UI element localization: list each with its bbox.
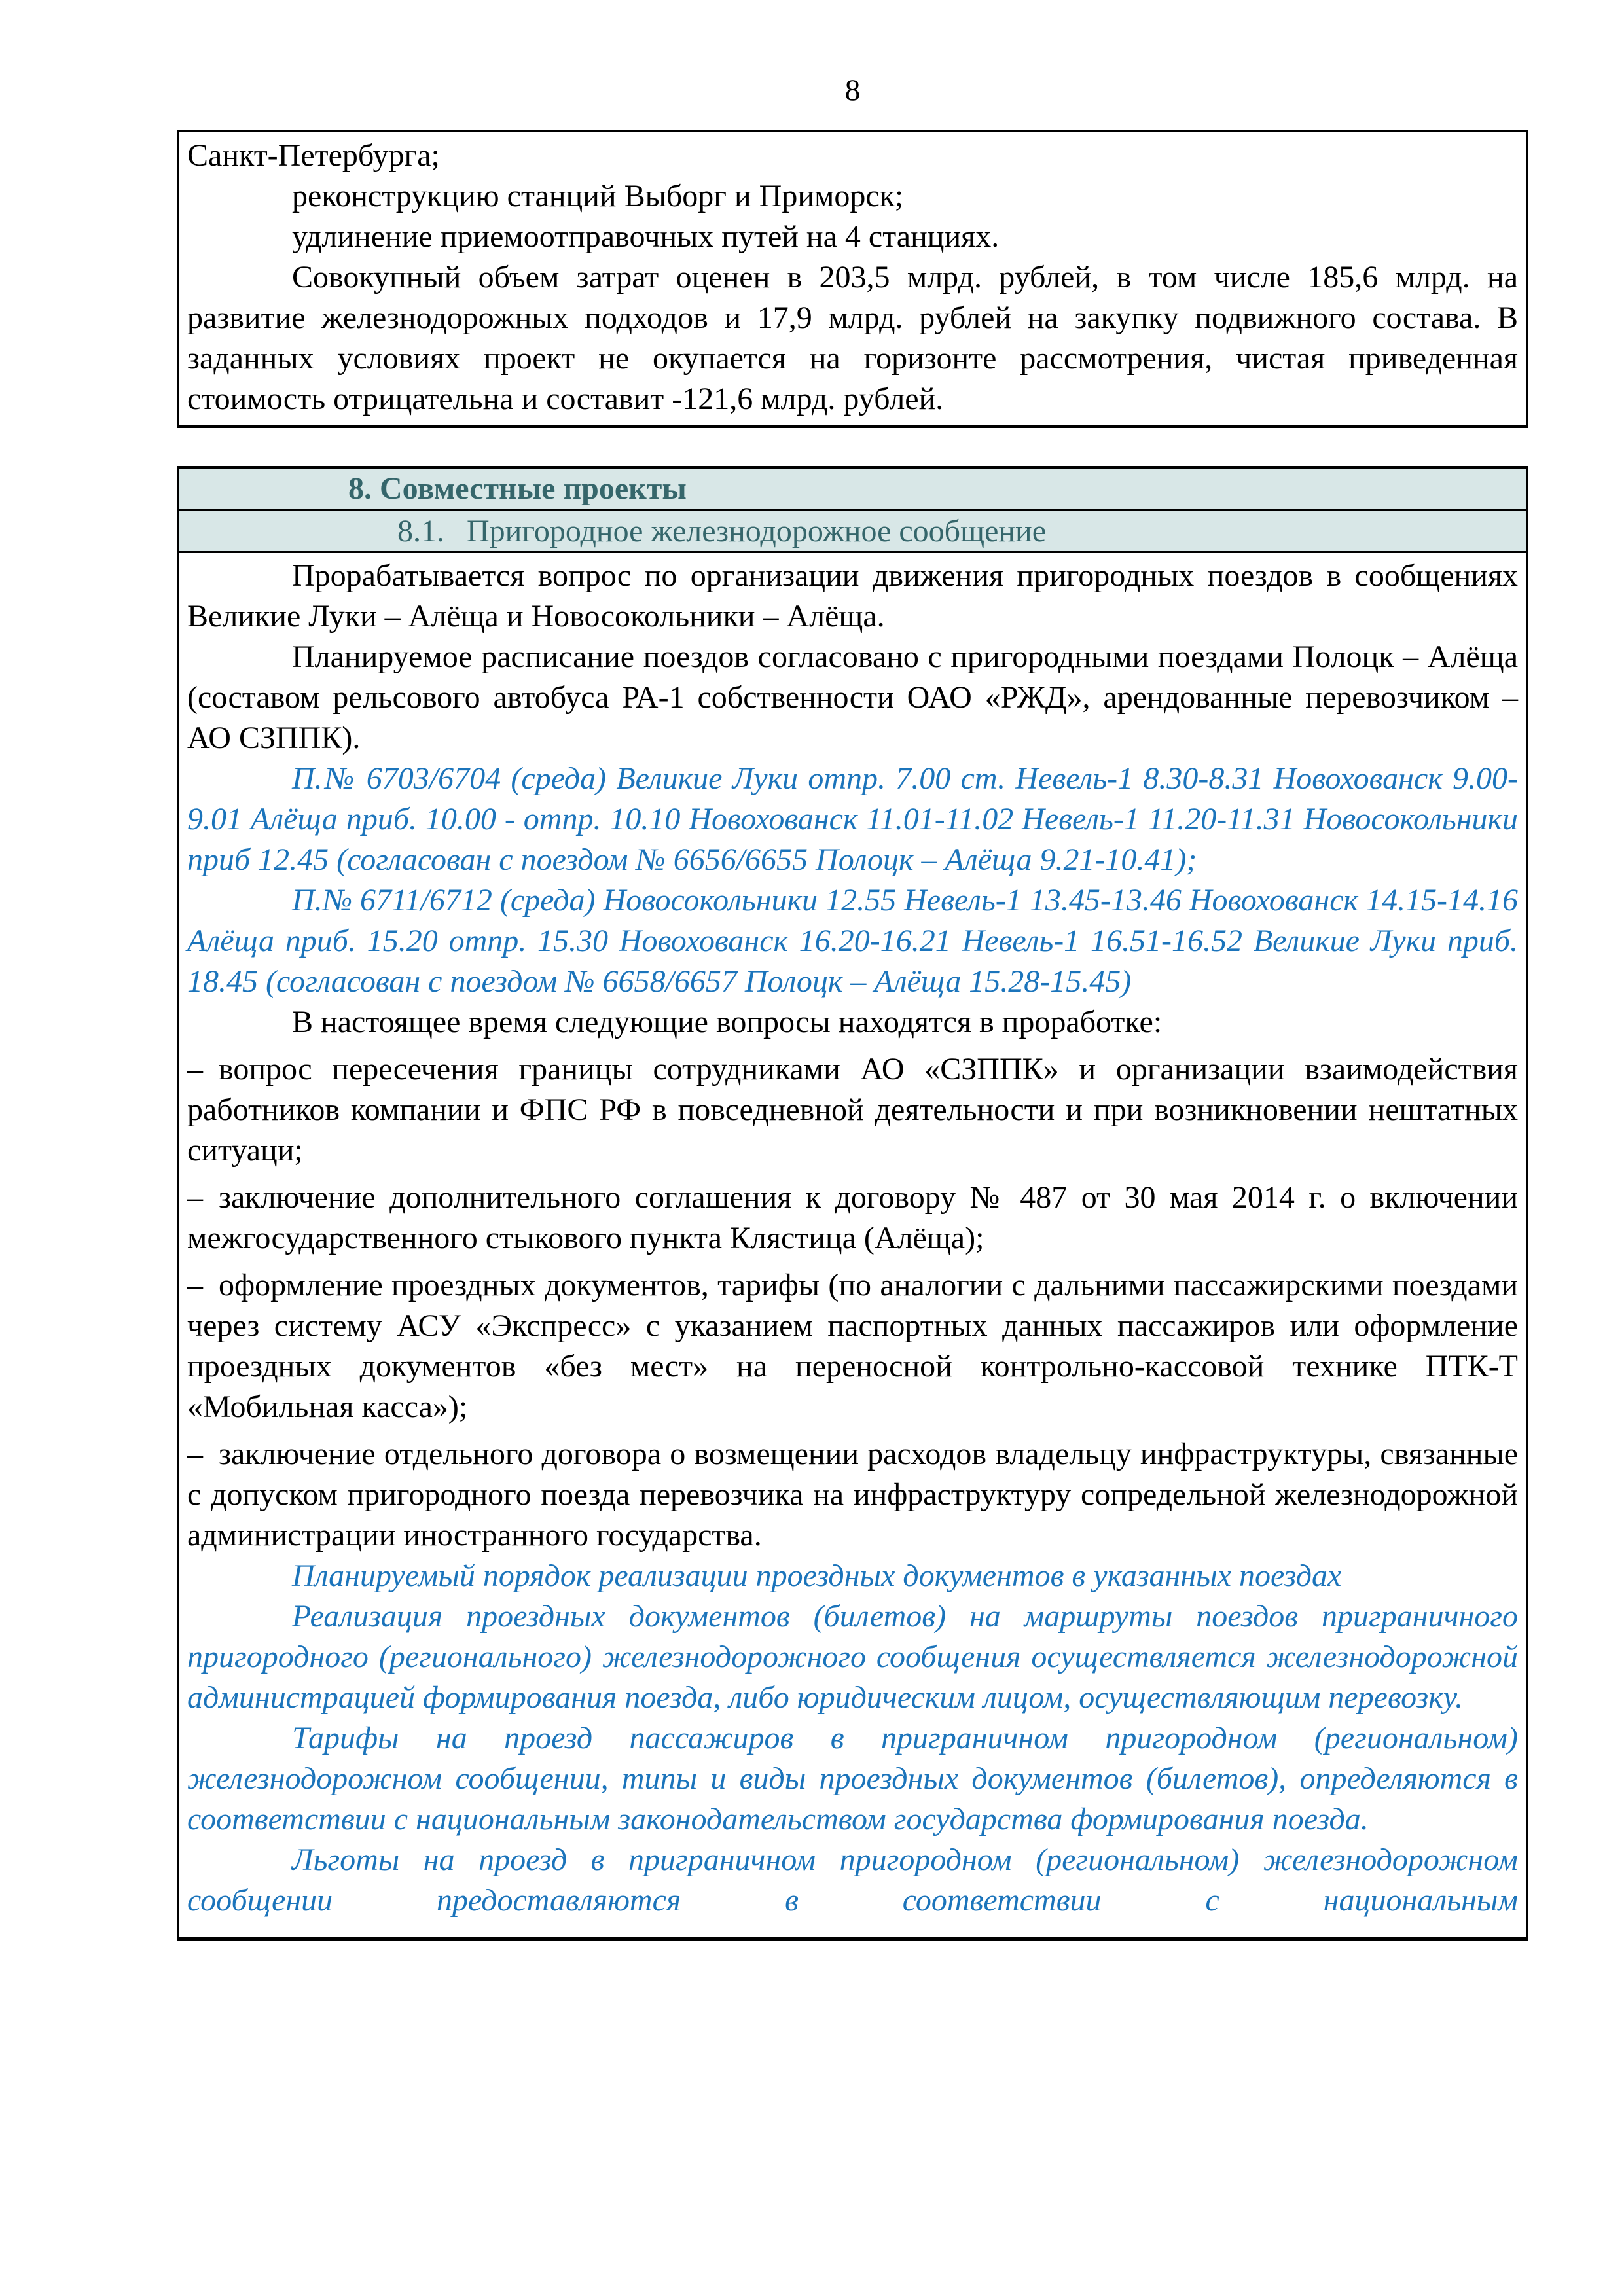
intro-paragraph: Санкт-Петербурга;	[187, 138, 440, 173]
section-heading-row	[179, 469, 1526, 511]
plan-paragraph: Льготы на проезд в приграничном пригородном (региональном) железнодорожном сообщении предоставляются в соответствии с национальным	[187, 1842, 1518, 1918]
bullet-item	[187, 1434, 1518, 1556]
section-body-cell	[179, 553, 1526, 1937]
bullet-text: заключение отдельного договора о возмещении расходов владельцу инфраструктуры, связанные с допуском пригородного поезда перевозчика на инфраструктуру сопредельной железнодорожной администрации иностранного государства.	[187, 1437, 1518, 1552]
body-paragraph: Прорабатывается вопрос по организации движения пригородных поездов в сообщениях Великие Луки – Алёща и Новосокольники – Алёща.	[187, 558, 1518, 634]
dash-marker: –	[187, 1052, 203, 1086]
subsection-number: 8.1.	[397, 513, 444, 548]
plan-paragraph: Тарифы на проезд пассажиров в приграничном пригородном (региональном) железнодорожном сообщении, типы и виды проездных документов (билетов), определяются в соответствии с национальным законодательством государства формирования поезда.	[187, 1721, 1518, 1837]
dash-marker: –	[187, 1268, 203, 1302]
bullet-item	[187, 1177, 1518, 1259]
body-paragraph: В настоящее время следующие вопросы находятся в проработке:	[292, 1005, 1163, 1039]
dash-marker: –	[187, 1437, 203, 1471]
subsection-title: Пригородное железнодорожное сообщение	[467, 513, 1047, 548]
bullet-text: заключение дополнительного соглашения к договору № 487 от 30 мая 2014 г. о включении межгосударственного стыкового пункта Клястица (Алёща);	[187, 1180, 1518, 1255]
train-schedule-paragraph: П.№ 6711/6712 (среда) Новосокольники 12.55 Невель-1 13.45-13.46 Новохованск 14.15-14.16 Алёща приб. 15.20 отпр. 15.30 Новохованск 16.20-16.21 Невель-1 16.51-16.52 Великие Луки приб. 18.45 (согласован с поездом № 6658/6657 Полоцк – Алёща 15.28-15.45)	[187, 883, 1518, 999]
dash-marker: –	[187, 1180, 203, 1215]
bullet-text: вопрос пересечения границы сотрудниками АО «СЗППК» и организации взаимодействия работников компании и ФПС РФ в повседневной деятельности и при возникновении нештатных ситуаци;	[187, 1052, 1518, 1168]
train-schedule-paragraph: П.№ 6703/6704 (среда) Великие Луки отпр. 7.00 ст. Невель-1 8.30-8.31 Новохованск 9.00-9.01 Алёща приб. 10.00 - отпр. 10.10 Новохованск 11.01-11.02 Невель-1 11.20-11.31 Новосокольники приб 12.45 (согласован с поездом № 6656/6655 Полоцк – Алёща 9.21-10.41);	[187, 761, 1518, 877]
body-paragraph: Планируемое расписание поездов согласовано с пригородными поездами Полоцк – Алёща (составом рельсового автобуса РА-1 собственности ОАО «РЖД», арендованные перевозчиком – АО СЗППК).	[187, 639, 1518, 755]
intro-paragraph: удлинение приемоотправочных путей на 4 станциях.	[292, 219, 1000, 254]
bullet-text: оформление проездных документов, тарифы (по аналогии с дальними пассажирскими поездами через систему АСУ «Экспресс» с указанием паспортных данных пассажиров или оформление проездных документов «без мест» на переносной контрольно-кассовой технике ПТК-Т «Мобильная касса»);	[187, 1268, 1518, 1424]
intro-paragraph: Совокупный объем затрат оценен в 203,5 млрд. рублей, в том числе 185,6 млрд. на развитие железнодорожных подходов и 17,9 млрд. рублей на закупку подвижного состава. В заданных условиях проект не окупается на горизонте рассмотрения, чистая приведенная стоимость отрицательна и составит -121,6 млрд. рублей.	[187, 260, 1518, 416]
bullet-item	[187, 1265, 1518, 1427]
bullet-item	[187, 1049, 1518, 1171]
section-table	[177, 466, 1528, 1941]
intro-paragraph: реконструкцию станций Выборг и Приморск;	[292, 179, 904, 213]
page-number: 8	[844, 73, 861, 107]
intro-paragraph-box	[177, 130, 1528, 428]
plan-paragraph: Реализация проездных документов (билетов) на маршруты поездов приграничного пригородного (регионального) железнодорожного сообщения осуществляется железнодорожной администрацией формирования поезда, либо юридическим лицом, осуществляющим перевозку.	[187, 1599, 1518, 1715]
section-heading: 8. Совместные проекты	[348, 471, 687, 506]
content-column	[177, 130, 1528, 1941]
plan-heading-paragraph: Планируемый порядок реализации проездных документов в указанных поездах	[292, 1558, 1342, 1593]
subsection-heading-row	[179, 511, 1526, 553]
